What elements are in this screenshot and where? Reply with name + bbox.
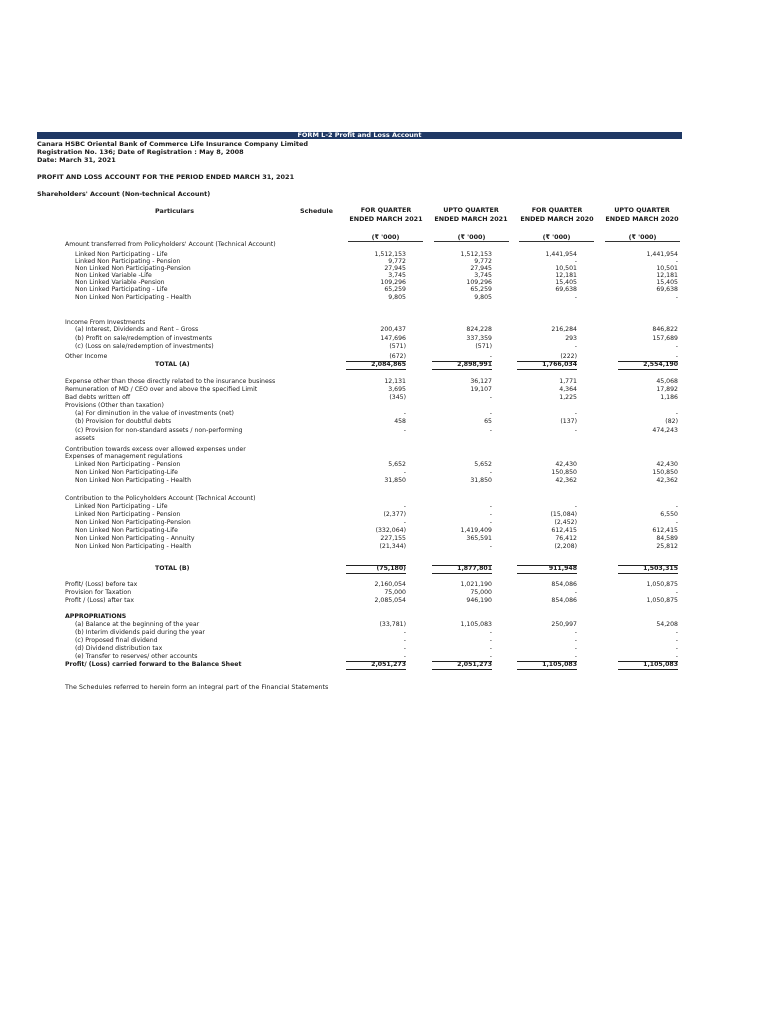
cell-value: 36,127 <box>470 378 492 385</box>
cell-value: 42,430 <box>656 461 678 468</box>
cell-value: 17,892 <box>656 386 678 393</box>
cell-value: - <box>403 519 406 526</box>
cell-value: 15,405 <box>555 279 577 286</box>
cell-value: - <box>574 629 577 636</box>
table-row <box>0 535 770 542</box>
cell-value: - <box>489 427 492 434</box>
cell-value: (33,781) <box>379 621 406 628</box>
table-row <box>0 335 770 342</box>
row-label: (a) Balance at the beginning of the year <box>75 621 200 628</box>
row-label: Provision for Taxation <box>65 589 132 596</box>
cell-value: - <box>574 343 577 350</box>
table-row <box>0 446 770 453</box>
col-header-line: ENDED MARCH 2021 <box>349 214 423 223</box>
cell-value: (571) <box>475 343 492 350</box>
cell-value: - <box>675 645 678 652</box>
table-row <box>0 258 770 265</box>
cell-value: 5,652 <box>388 461 406 468</box>
table-row <box>0 353 770 360</box>
cell-value: - <box>489 469 492 476</box>
cell-value: 337,359 <box>466 335 492 342</box>
col-header-line: ENDED MARCH 2021 <box>434 214 508 223</box>
cell-value: - <box>574 410 577 417</box>
cell-value: 3,745 <box>474 272 492 279</box>
table-row <box>0 435 770 442</box>
row-label: (a) Interest, Dividends and Rent – Gross <box>75 326 199 333</box>
cell-value: 10,501 <box>555 265 577 272</box>
row-label: Linked Non Participating - Life <box>75 503 168 510</box>
registration-line: Registration No. 136; Date of Registration : May 8, 2008 <box>37 148 244 156</box>
row-label: Non Linked Non Participating - Annuity <box>75 535 195 542</box>
table-row <box>0 581 770 588</box>
units-label: (₹ '000) <box>519 233 594 242</box>
cell-value: - <box>675 589 678 596</box>
form-banner: FORM L-2 Profit and Loss Account <box>37 132 682 139</box>
cell-value: - <box>675 653 678 660</box>
cell-value: 12,131 <box>384 378 406 385</box>
table-row <box>0 589 770 596</box>
table-row <box>0 251 770 258</box>
cell-value: 227,155 <box>380 535 406 542</box>
row-label: Provisions (Other than taxation) <box>65 402 164 409</box>
row-label: Non Linked Non Participating-Pension <box>75 265 191 272</box>
cell-value: 54,208 <box>656 621 678 628</box>
company-name: Canara HSBC Oriental Bank of Commerce Life Insurance Company Limited <box>37 140 309 148</box>
cell-value: (672) <box>389 353 406 360</box>
cell-value: (571) <box>389 343 406 350</box>
cell-value: 157,689 <box>652 335 678 342</box>
cell-value: 2,898,991 <box>432 361 492 370</box>
cell-value: 1,105,083 <box>517 661 577 670</box>
cell-value: - <box>403 637 406 644</box>
cell-value: 42,362 <box>656 477 678 484</box>
row-label: (b) Provision for doubtful debts <box>75 418 172 425</box>
table-row <box>0 597 770 604</box>
cell-value: (345) <box>389 394 406 401</box>
cell-value: 12,181 <box>555 272 577 279</box>
row-label: TOTAL (A) <box>155 361 190 368</box>
cell-value: 6,550 <box>660 511 678 518</box>
cell-value: 9,805 <box>474 294 492 301</box>
cell-value: 25,812 <box>656 543 678 550</box>
row-label: Profit/ (Loss) before tax <box>65 581 138 588</box>
table-row <box>0 629 770 636</box>
cell-value: 1,186 <box>660 394 678 401</box>
row-label: Non Linked Non Participating-Pension <box>75 519 191 526</box>
col-header-line: ENDED MARCH 2020 <box>520 214 594 223</box>
cell-value: - <box>574 294 577 301</box>
table-row <box>0 511 770 518</box>
cell-value: 15,405 <box>656 279 678 286</box>
cell-value: (137) <box>560 418 577 425</box>
cell-value: 612,415 <box>652 527 678 534</box>
units-label: (₹ '000) <box>605 233 680 242</box>
cell-value: (222) <box>560 353 577 360</box>
table-row <box>0 386 770 393</box>
cell-value: - <box>403 410 406 417</box>
table-row <box>0 241 770 248</box>
cell-value: 1,766,034 <box>517 361 577 370</box>
row-label: Contribution to the Policyholders Account (Technical Account) <box>65 495 256 502</box>
table-row <box>0 645 770 652</box>
table-row <box>0 326 770 333</box>
cell-value: 69,638 <box>555 286 577 293</box>
cell-value: 1,105,083 <box>618 661 678 670</box>
cell-value: - <box>574 258 577 265</box>
cell-value: 42,430 <box>555 461 577 468</box>
cell-value: - <box>675 519 678 526</box>
cell-value: 1,512,153 <box>460 251 492 258</box>
row-label: TOTAL (B) <box>155 565 190 572</box>
row-label: Remuneration of MD / CEO over and above the specified Limit <box>65 386 258 393</box>
row-label: Linked Non Participating - Pension <box>75 511 181 518</box>
row-label: Expense other than those directly related to the insurance business <box>65 378 276 385</box>
row-label: (c) (Loss on sale/redemption of investments) <box>75 343 214 350</box>
col-header-q-mar-2020 <box>512 206 602 223</box>
cell-value: 5,652 <box>474 461 492 468</box>
row-label: Non Linked Non Participating - Health <box>75 294 192 301</box>
cell-value: 31,850 <box>470 477 492 484</box>
row-label: Linked Non Participating - Pension <box>75 258 181 265</box>
cell-value: 1,441,954 <box>646 251 678 258</box>
table-row <box>0 527 770 534</box>
cell-value: - <box>489 653 492 660</box>
row-label: Expenses of management regulations <box>65 453 183 460</box>
table-row <box>0 378 770 385</box>
table-row <box>0 427 770 434</box>
cell-value: 1,050,875 <box>646 597 678 604</box>
schedule-header: Schedule <box>300 207 333 215</box>
table-row <box>0 402 770 409</box>
cell-value: - <box>489 637 492 644</box>
cell-value: 1,441,954 <box>545 251 577 258</box>
table-row <box>0 477 770 484</box>
cell-value: 846,822 <box>652 326 678 333</box>
cell-value: (2,208) <box>554 543 577 550</box>
table-row <box>0 361 770 368</box>
cell-value: (82) <box>665 418 678 425</box>
table-row <box>0 410 770 417</box>
cell-value: 65,259 <box>384 286 406 293</box>
cell-value: 76,412 <box>555 535 577 542</box>
cell-value: 150,850 <box>551 469 577 476</box>
row-label: Non Linked Variable -Life <box>75 272 152 279</box>
col-header-line: UPTO QUARTER <box>614 206 670 214</box>
cell-value: - <box>675 637 678 644</box>
cell-value: 147,696 <box>380 335 406 342</box>
cell-value: 12,181 <box>656 272 678 279</box>
cell-value: 69,638 <box>656 286 678 293</box>
col-header-ytd-mar-2020 <box>597 206 687 223</box>
cell-value: 1,512,153 <box>374 251 406 258</box>
row-label: (d) Dividend distribution tax <box>75 645 163 652</box>
row-label: Other Income <box>65 353 108 360</box>
cell-value: 1,105,083 <box>460 621 492 628</box>
cell-value: 19,107 <box>470 386 492 393</box>
row-label: Profit/ (Loss) carried forward to the Balance Sheet <box>65 661 242 668</box>
cell-value: (2,452) <box>554 519 577 526</box>
cell-value: (15,084) <box>550 511 577 518</box>
cell-value: 2,160,054 <box>374 581 406 588</box>
account-title: Shareholders' Account (Non-technical Account) <box>37 190 211 198</box>
cell-value: 10,501 <box>656 265 678 272</box>
cell-value: - <box>403 653 406 660</box>
col-header-q-mar-2021 <box>341 206 431 223</box>
cell-value: 3,695 <box>388 386 406 393</box>
cell-value: 1,877,801 <box>432 565 492 574</box>
cell-value: 2,554,190 <box>618 361 678 370</box>
cell-value: 365,591 <box>466 535 492 542</box>
table-row <box>0 621 770 628</box>
cell-value: (2,377) <box>383 511 406 518</box>
row-label: Contribution towards excess over allowed expenses under <box>65 446 246 453</box>
table-row <box>0 543 770 550</box>
table-row <box>0 637 770 644</box>
row-label: (b) Interim dividends paid during the year <box>75 629 205 636</box>
table-row <box>0 565 770 572</box>
row-label: assets <box>75 435 95 442</box>
cell-value: - <box>489 519 492 526</box>
table-row <box>0 272 770 279</box>
cell-value: 458 <box>394 418 406 425</box>
table-row <box>0 286 770 293</box>
table-row <box>0 461 770 468</box>
cell-value: 854,086 <box>551 581 577 588</box>
cell-value: 200,437 <box>380 326 406 333</box>
row-label: (b) Profit on sale/redemption of investments <box>75 335 212 342</box>
cell-value: 854,086 <box>551 597 577 604</box>
cell-value: - <box>675 503 678 510</box>
cell-value: 1,021,190 <box>460 581 492 588</box>
row-label: Amount transferred from Policyholders' Account (Technical Account) <box>65 241 276 248</box>
col-header-line: UPTO QUARTER <box>443 206 499 214</box>
cell-value: 2,085,054 <box>374 597 406 604</box>
cell-value: - <box>489 394 492 401</box>
cell-value: 65,259 <box>470 286 492 293</box>
cell-value: 2,051,273 <box>432 661 492 670</box>
cell-value: - <box>675 294 678 301</box>
row-label: Non Linked Non Participating - Health <box>75 543 192 550</box>
particulars-header: Particulars <box>155 207 195 215</box>
row-label: APPROPRIATIONS <box>65 613 127 620</box>
cell-value: - <box>403 629 406 636</box>
row-label: Non Linked Non Participating-Life <box>75 527 178 534</box>
cell-value: 84,589 <box>656 535 678 542</box>
cell-value: - <box>489 503 492 510</box>
row-label: (e) Transfer to reserves/ other accounts <box>75 653 198 660</box>
cell-value: - <box>675 410 678 417</box>
cell-value: 75,000 <box>384 589 406 596</box>
cell-value: - <box>489 645 492 652</box>
cell-value: 250,997 <box>551 621 577 628</box>
cell-value: 2,051,273 <box>346 661 406 670</box>
cell-value: - <box>574 503 577 510</box>
cell-value: - <box>675 353 678 360</box>
table-row <box>0 319 770 326</box>
cell-value: 1,503,315 <box>618 565 678 574</box>
cell-value: - <box>574 653 577 660</box>
row-label: Non Linked Non Participating-Life <box>75 469 178 476</box>
row-label: Bad debts written off <box>65 394 131 401</box>
table-row <box>0 503 770 510</box>
cell-value: 3,745 <box>388 272 406 279</box>
table-row <box>0 343 770 350</box>
cell-value: 27,945 <box>470 265 492 272</box>
cell-value: - <box>574 427 577 434</box>
cell-value: (75,180) <box>346 565 406 574</box>
table-row <box>0 495 770 502</box>
cell-value: 1,771 <box>559 378 577 385</box>
table-row <box>0 613 770 620</box>
cell-value: - <box>489 543 492 550</box>
row-label: Non Linked Participating - Life <box>75 286 168 293</box>
col-header-line: ENDED MARCH 2020 <box>605 214 679 223</box>
table-row <box>0 661 770 668</box>
cell-value: 27,945 <box>384 265 406 272</box>
statement-title: PROFIT AND LOSS ACCOUNT FOR THE PERIOD ENDED MARCH 31, 2021 <box>37 173 295 181</box>
units-label: (₹ '000) <box>348 233 423 242</box>
cell-value: 9,772 <box>388 258 406 265</box>
col-header-line: FOR QUARTER <box>360 206 412 214</box>
table-row <box>0 453 770 460</box>
cell-value: 1,225 <box>559 394 577 401</box>
cell-value: - <box>675 343 678 350</box>
cell-value: 4,364 <box>559 386 577 393</box>
cell-value: - <box>403 427 406 434</box>
cell-value: 946,190 <box>466 597 492 604</box>
footnote: The Schedules referred to herein form an integral part of the Financial Statements <box>65 683 329 691</box>
cell-value: 474,243 <box>652 427 678 434</box>
table-row <box>0 294 770 301</box>
cell-value: 42,362 <box>555 477 577 484</box>
cell-value: 45,068 <box>656 378 678 385</box>
col-header-ytd-mar-2021 <box>426 206 516 223</box>
cell-value: - <box>675 629 678 636</box>
cell-value: - <box>489 511 492 518</box>
col-header-line: FOR QUARTER <box>531 206 583 214</box>
cell-value: (332,064) <box>375 527 406 534</box>
row-label: (c) Provision for non-standard assets / non-performing <box>75 427 243 434</box>
cell-value: 31,850 <box>384 477 406 484</box>
cell-value: - <box>489 410 492 417</box>
table-row <box>0 279 770 286</box>
cell-value: 911,948 <box>517 565 577 574</box>
units-label: (₹ '000) <box>434 233 509 242</box>
row-label: Non Linked Non Participating - Health <box>75 477 192 484</box>
row-label: (a) For diminution in the value of investments (net) <box>75 410 234 417</box>
cell-value: - <box>675 258 678 265</box>
cell-value: - <box>574 589 577 596</box>
cell-value: 824,228 <box>466 326 492 333</box>
cell-value: - <box>574 637 577 644</box>
cell-value: 150,850 <box>652 469 678 476</box>
cell-value: - <box>403 469 406 476</box>
row-label: (c) Proposed final dividend <box>75 637 158 644</box>
date-line: Date: March 31, 2021 <box>37 156 116 164</box>
cell-value: 293 <box>565 335 577 342</box>
table-row <box>0 394 770 401</box>
row-label: Income From Investments <box>65 319 146 326</box>
cell-value: 75,000 <box>470 589 492 596</box>
row-label: Linked Non Participating - Pension <box>75 461 181 468</box>
cell-value: (21,344) <box>379 543 406 550</box>
cell-value: - <box>403 503 406 510</box>
cell-value: 109,296 <box>466 279 492 286</box>
cell-value: 612,415 <box>551 527 577 534</box>
cell-value: - <box>489 629 492 636</box>
row-label: Non Linked Variable -Pension <box>75 279 165 286</box>
cell-value: 1,419,409 <box>460 527 492 534</box>
row-label: Linked Non Participating - Life <box>75 251 168 258</box>
cell-value: 1,050,875 <box>646 581 678 588</box>
cell-value: - <box>489 353 492 360</box>
cell-value: 65 <box>484 418 492 425</box>
table-row <box>0 469 770 476</box>
cell-value: - <box>403 645 406 652</box>
cell-value: 9,772 <box>474 258 492 265</box>
cell-value: 109,296 <box>380 279 406 286</box>
cell-value: 2,084,865 <box>346 361 406 370</box>
row-label: Profit / (Loss) after tax <box>65 597 135 604</box>
cell-value: - <box>574 645 577 652</box>
table-row <box>0 653 770 660</box>
cell-value: 9,805 <box>388 294 406 301</box>
table-row <box>0 418 770 425</box>
table-row <box>0 519 770 526</box>
cell-value: 216,284 <box>551 326 577 333</box>
table-row <box>0 265 770 272</box>
